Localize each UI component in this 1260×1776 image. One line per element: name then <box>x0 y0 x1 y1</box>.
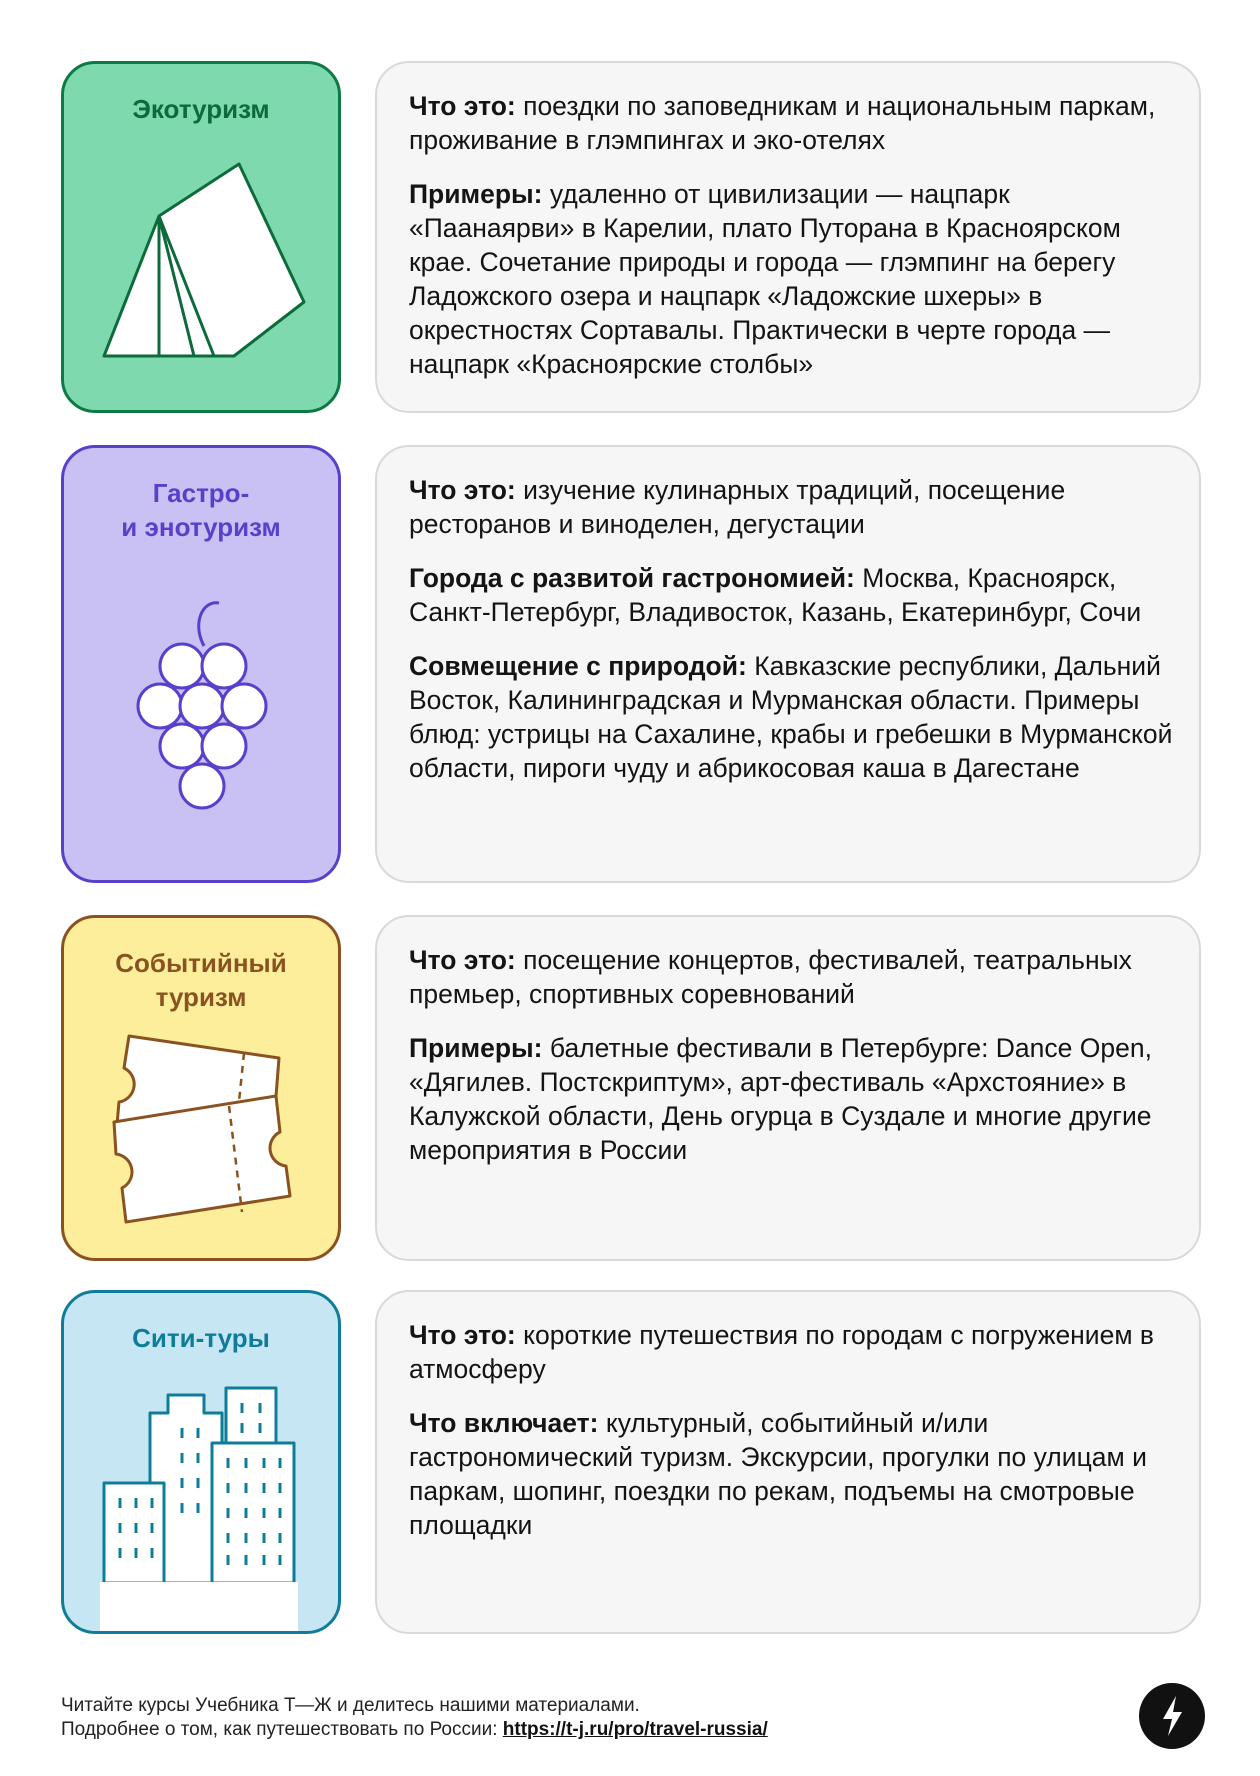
ecotourism-tile <box>61 61 341 413</box>
section-title: Событийный туризм <box>115 948 287 1012</box>
paragraph: Что это: посещение концертов, фестивалей, театральных премьер, спортивных соревнований <box>409 945 1132 1009</box>
gastro-tile <box>61 445 341 883</box>
city-buildings-icon <box>64 1293 341 1634</box>
paragraph: Что это: изучение кулинарных традиций, посещение ресторанов и виноделен, дегустации <box>409 475 1066 539</box>
paragraph: Примеры: удаленно от цивилизации — нацпарк «Паанаярви» в Карелии, плато Путорана в Красноярском крае. Сочетание природы и города — глэмпинг на берегу Ладожского озера и нацпарк «Ладожские шхеры» в окрестностях Сортавалы. Практически в черте города — нацпарк «Красноярские столбы» <box>409 179 1121 379</box>
section-gastro <box>61 445 1201 883</box>
city-tours-tile <box>61 1290 341 1634</box>
paragraph: Примеры: балетные фестивали в Петербурге: Dance Open, «Дягилев. Постскриптум», арт-фестиваль «Архстояние» в Калужской области, День огурца в Суздале и многие другие мероприятия в России <box>409 1033 1152 1165</box>
paragraph: Совмещение с природой: Кавказские республики, Дальний Восток, Калининградская и Мурманская области. Примеры блюд: устрицы на Сахалине, крабы и гребешки в Мурманской области, пироги чуду и абрикосовая каша в Дагестане <box>409 651 1173 783</box>
section-ecotourism <box>61 61 1201 413</box>
event-card <box>375 915 1201 1261</box>
gastro-card <box>375 445 1201 883</box>
section-event <box>61 915 1201 1261</box>
tent-icon <box>64 64 341 413</box>
paragraph: Что включает: культурный, событийный и/или гастрономический туризм. Экскурсии, прогулки по улицам и паркам, шопинг, поездки по рекам, подъемы на смотровые площадки <box>409 1408 1147 1540</box>
travel-russia-link[interactable]: https://t-j.ru/pro/travel-russia/ <box>502 1719 768 1740</box>
section-title: Сити-туры <box>132 1323 270 1353</box>
section-title: Экотуризм <box>132 94 270 124</box>
paragraph: Что это: короткие путешествия по городам с погружением в атмосферу <box>409 1320 1155 1384</box>
section-city-tours <box>61 1290 1201 1634</box>
footer-line-1: Читайте курсы Учебника Т—Ж и делитесь нашими материалами. <box>61 1695 640 1716</box>
paragraph: Города с развитой гастрономией: Москва, Красноярск, Санкт-Петербург, Владивосток, Казань, Екатеринбург, Сочи <box>409 563 1142 627</box>
city-tours-card <box>375 1290 1201 1634</box>
paragraph: Что это: поездки по заповедникам и национальным паркам, проживание в глэмпингах и эко-отелях <box>409 91 1156 155</box>
ecotourism-card <box>375 61 1201 413</box>
tickets-icon <box>64 918 341 1261</box>
footer-line-2: Подробнее о том, как путешествовать по России: https://t-j.ru/pro/travel-russia/ <box>61 1719 768 1740</box>
lightning-logo-icon[interactable] <box>1139 1683 1205 1749</box>
section-title: Гастро- и энотуризм <box>121 478 281 542</box>
footer <box>61 1694 768 1742</box>
event-tile <box>61 915 341 1261</box>
grapes-icon <box>64 448 341 883</box>
